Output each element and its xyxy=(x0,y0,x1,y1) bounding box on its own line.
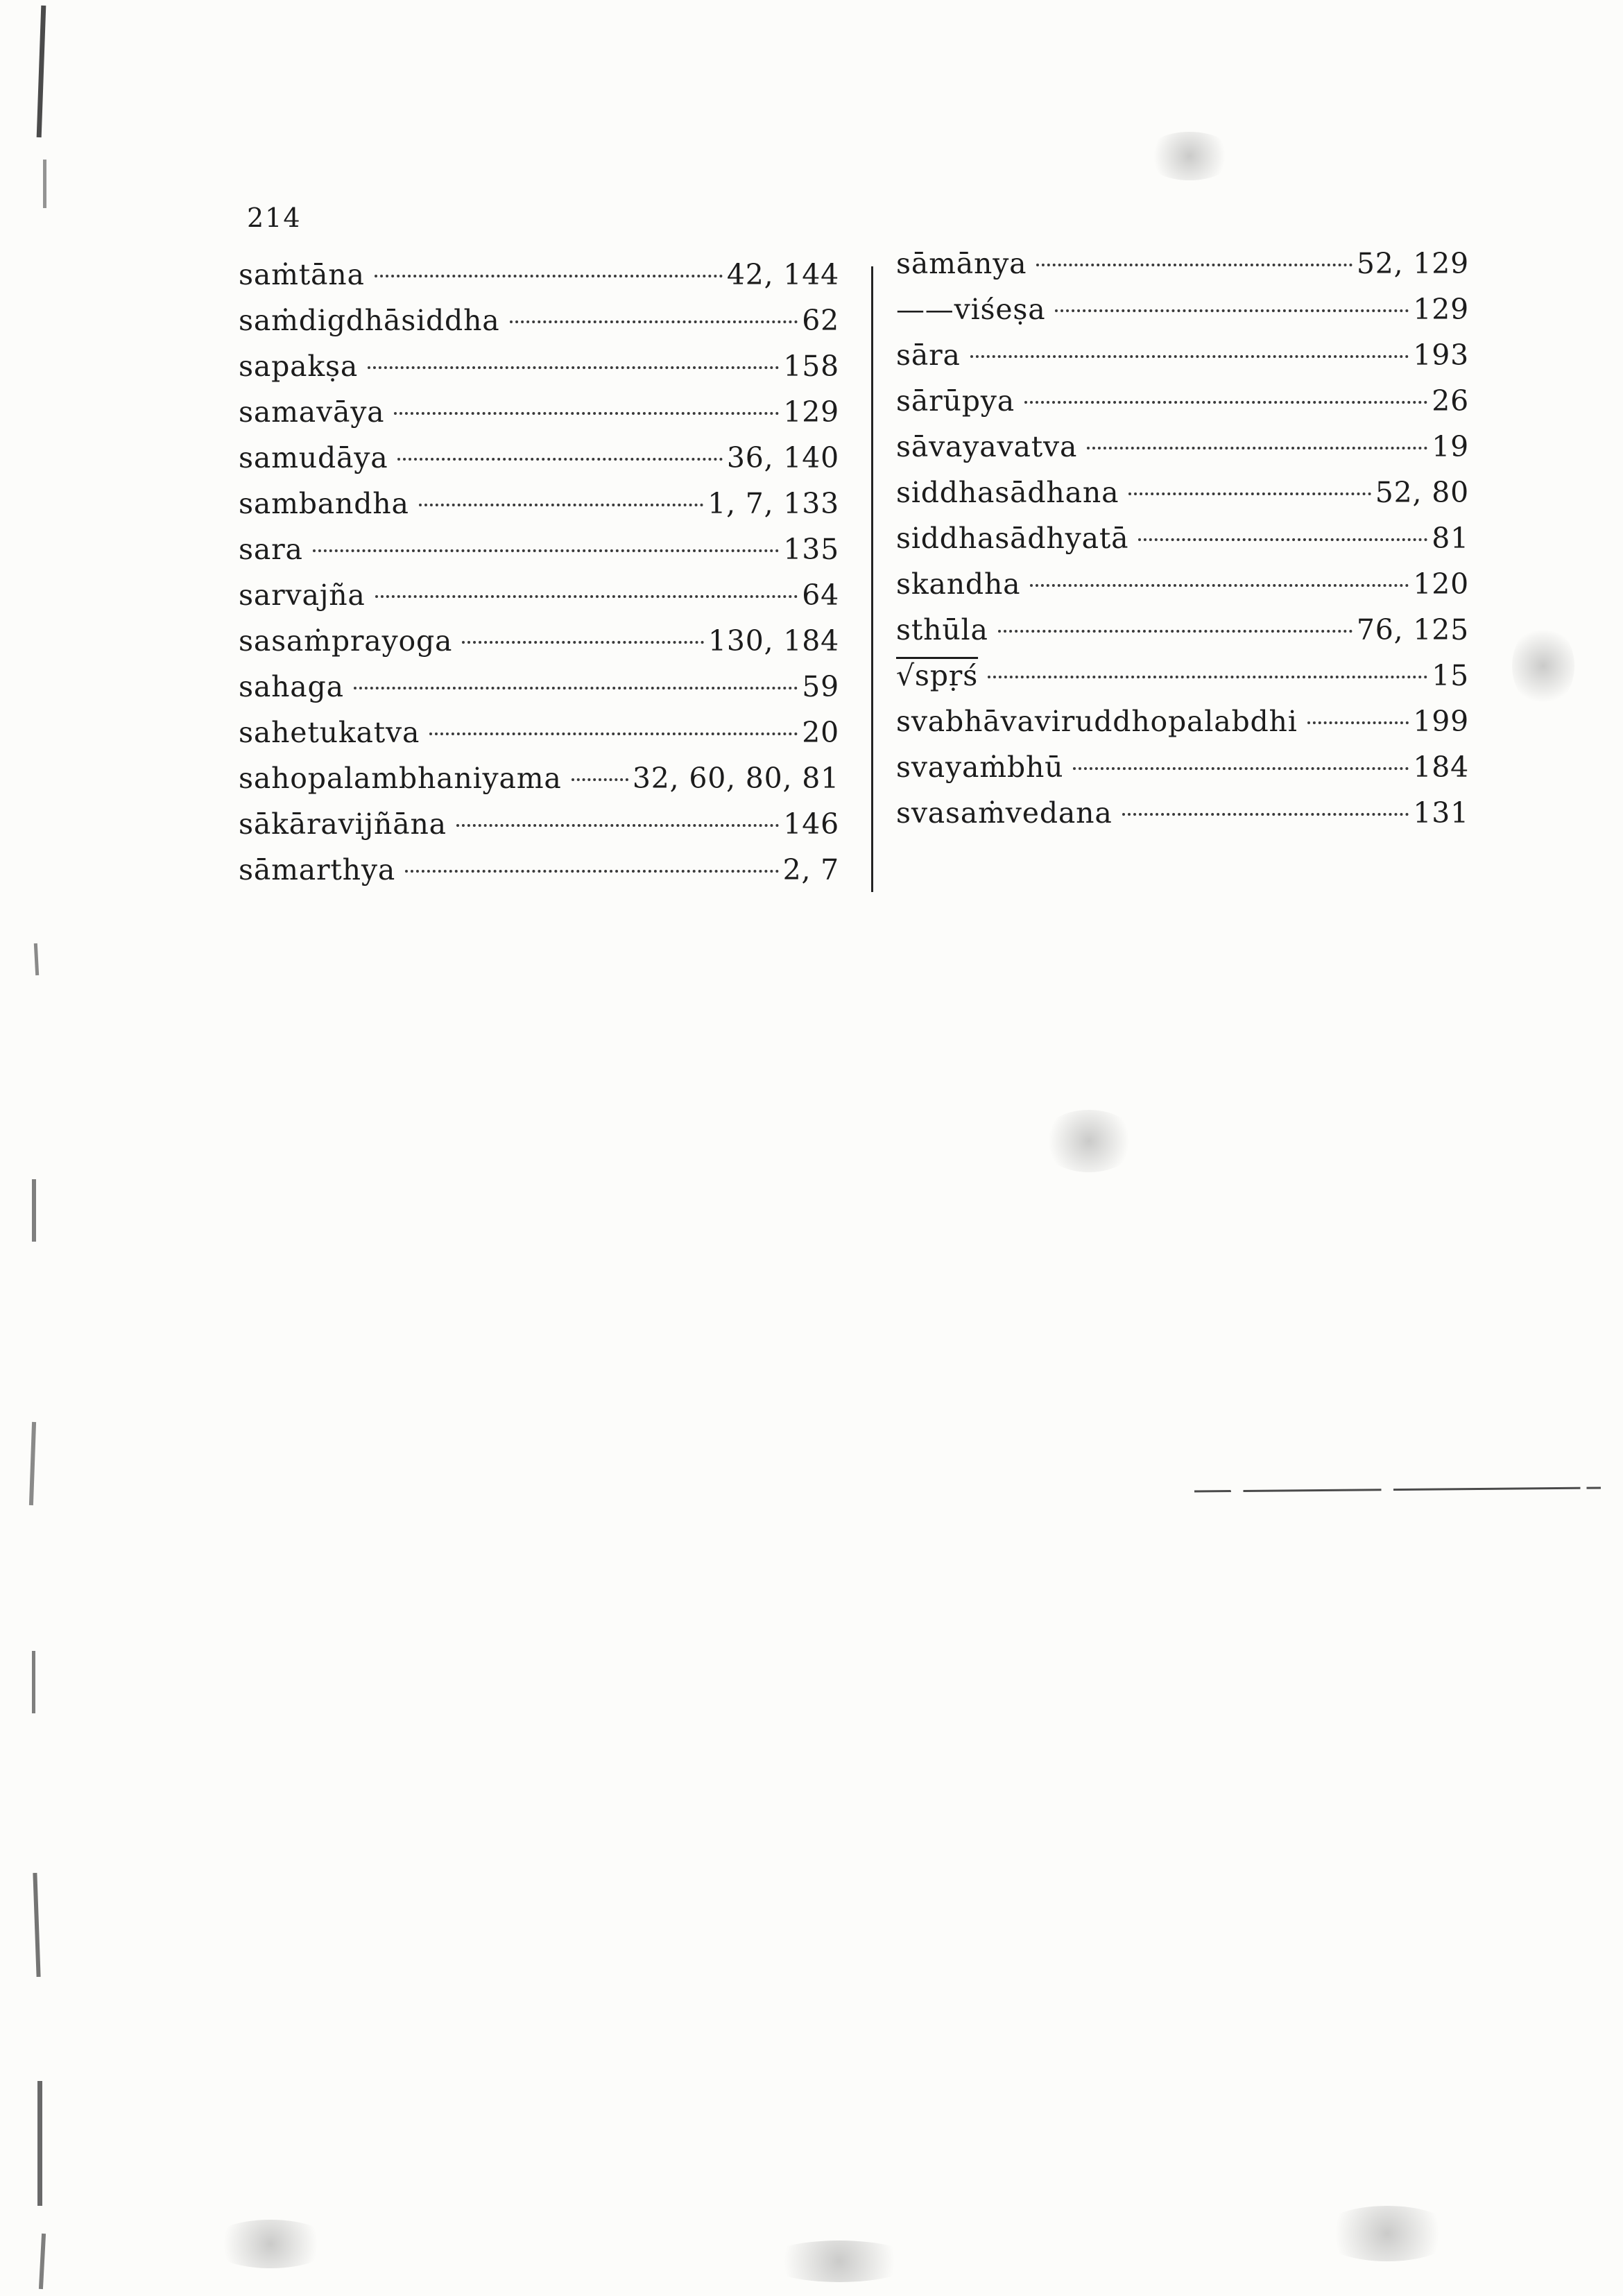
entry-term: saṁtāna xyxy=(239,258,365,291)
scan-noise-mark xyxy=(39,2234,46,2289)
dot-leader xyxy=(1138,538,1427,541)
index-entry xyxy=(896,567,1469,613)
dot-leader xyxy=(970,355,1409,358)
index-entry xyxy=(896,247,1469,293)
entry-term: skandha xyxy=(896,567,1021,601)
scan-speckle-blob xyxy=(763,2241,916,2282)
index-entry xyxy=(896,339,1469,384)
entry-pages: 2, 7 xyxy=(782,853,839,886)
index-entry xyxy=(896,430,1469,476)
index-entry xyxy=(896,796,1469,842)
entry-term: sāra xyxy=(896,339,961,372)
dot-leader xyxy=(397,458,722,461)
entry-term: sākāravijñāna xyxy=(239,807,447,841)
dot-leader xyxy=(429,733,798,735)
index-column-right xyxy=(896,247,1469,842)
entry-pages: 129 xyxy=(1413,293,1469,326)
index-entry xyxy=(239,624,839,670)
entry-pages: 42, 144 xyxy=(726,258,839,291)
index-entry xyxy=(896,476,1469,522)
entry-pages: 193 xyxy=(1413,339,1469,372)
dot-leader xyxy=(998,630,1352,633)
dot-leader xyxy=(456,824,779,827)
index-entry xyxy=(239,670,839,716)
entry-term: sasaṁprayoga xyxy=(239,624,453,658)
index-entry xyxy=(896,613,1469,659)
dot-leader xyxy=(988,676,1427,678)
entry-pages: 15 xyxy=(1432,659,1469,692)
entry-pages: 81 xyxy=(1432,522,1469,555)
dot-leader xyxy=(1128,492,1371,495)
entry-term: sahaga xyxy=(239,670,344,703)
entry-pages: 131 xyxy=(1413,796,1469,830)
entry-pages: 32, 60, 80, 81 xyxy=(632,762,839,795)
index-entry xyxy=(896,522,1469,567)
dot-leader xyxy=(419,504,703,506)
entry-pages: 26 xyxy=(1432,384,1469,418)
scan-noise-mark xyxy=(33,1873,40,1977)
entry-term: sahopalambhaniyama xyxy=(239,762,562,795)
index-entry xyxy=(896,293,1469,339)
index-column-left xyxy=(239,258,839,899)
entry-pages: 19 xyxy=(1432,430,1469,463)
entry-term: sahetukatva xyxy=(239,716,420,749)
entry-pages: 62 xyxy=(802,304,839,337)
scan-noise-mark xyxy=(34,943,39,975)
index-entry xyxy=(239,853,839,899)
scan-speckle-blob xyxy=(1144,132,1235,180)
dot-leader xyxy=(375,595,798,598)
stray-line-artifact xyxy=(1194,1487,1601,1492)
dot-leader xyxy=(1122,813,1409,816)
dot-leader xyxy=(375,275,723,277)
dot-leader xyxy=(354,687,798,689)
entry-term: samavāya xyxy=(239,395,385,429)
entry-term: svasaṁvedana xyxy=(896,796,1113,830)
entry-pages: 52, 129 xyxy=(1356,247,1469,280)
dot-leader xyxy=(1024,401,1427,404)
entry-pages: 76, 125 xyxy=(1356,613,1469,646)
entry-pages: 64 xyxy=(802,579,839,612)
dot-leader xyxy=(510,320,798,323)
entry-pages: 36, 140 xyxy=(726,441,839,474)
dot-leader xyxy=(1307,721,1409,724)
index-entry xyxy=(896,705,1469,751)
entry-term: svabhāvaviruddhopalabdhi xyxy=(896,705,1298,738)
entry-pages: 52, 80 xyxy=(1375,476,1469,509)
scan-noise-mark xyxy=(32,1179,36,1242)
index-entry xyxy=(239,350,839,395)
index-entry xyxy=(239,487,839,533)
entry-term: sara xyxy=(239,533,303,566)
dot-leader xyxy=(1073,767,1409,770)
entry-term: siddhasādhyatā xyxy=(896,522,1129,555)
index-entry xyxy=(896,751,1469,796)
index-entry xyxy=(239,807,839,853)
index-entry xyxy=(239,533,839,579)
dot-leader xyxy=(1030,584,1409,587)
entry-pages: 1, 7, 133 xyxy=(707,487,839,520)
scan-noise-mark xyxy=(32,1651,35,1713)
index-entry xyxy=(239,762,839,807)
dot-leader xyxy=(1036,264,1352,266)
dot-leader xyxy=(1055,309,1409,312)
entry-pages: 120 xyxy=(1413,567,1469,601)
column-divider-rule xyxy=(871,266,873,892)
entry-term: sarvajña xyxy=(239,579,366,612)
entry-pages: 184 xyxy=(1413,751,1469,784)
entry-pages: 129 xyxy=(783,395,839,429)
entry-pages: 146 xyxy=(783,807,839,841)
dot-leader xyxy=(313,549,780,552)
index-entry xyxy=(896,659,1469,705)
entry-pages: 130, 184 xyxy=(708,624,839,658)
entry-term: siddhasādhana xyxy=(896,476,1119,509)
index-entry xyxy=(239,395,839,441)
entry-term-dash-subentry: ——viśeṣa xyxy=(896,293,1046,326)
entry-term: sāvayavatva xyxy=(896,430,1078,463)
scan-noise-mark xyxy=(29,1422,36,1505)
index-entry xyxy=(239,304,839,350)
entry-pages: 158 xyxy=(783,350,839,383)
scan-speckle-blob xyxy=(208,2220,333,2268)
entry-term: samudāya xyxy=(239,441,388,474)
dot-leader xyxy=(572,778,628,781)
entry-term: sambandha xyxy=(239,487,409,520)
entry-term: sāmarthya xyxy=(239,853,396,886)
entry-term: sthūla xyxy=(896,613,988,646)
entry-pages: 199 xyxy=(1413,705,1469,738)
index-entry xyxy=(239,258,839,304)
entry-term-radical-sprs: √spṛś xyxy=(896,659,979,692)
scan-speckle-blob xyxy=(1318,2206,1457,2261)
entry-pages: 20 xyxy=(802,716,839,749)
scan-noise-mark xyxy=(37,6,46,137)
entry-term: sāmānya xyxy=(896,247,1027,280)
dot-leader xyxy=(394,412,779,415)
scan-noise-mark xyxy=(37,2081,42,2206)
entry-pages: 135 xyxy=(783,533,839,566)
entry-term: sapakṣa xyxy=(239,350,359,383)
index-entry xyxy=(896,384,1469,430)
scan-noise-mark xyxy=(43,160,46,208)
index-entry xyxy=(239,441,839,487)
dot-leader xyxy=(1087,447,1427,449)
page-number: 214 xyxy=(247,203,302,233)
scan-speckle-blob xyxy=(1512,624,1574,708)
entry-term: saṁdigdhāsiddha xyxy=(239,304,500,337)
entry-term: sārūpya xyxy=(896,384,1015,418)
dot-leader xyxy=(368,366,779,369)
dot-leader xyxy=(462,641,704,644)
entry-term: svayaṁbhū xyxy=(896,751,1064,784)
index-entry xyxy=(239,716,839,762)
entry-pages: 59 xyxy=(802,670,839,703)
index-entry xyxy=(239,579,839,624)
dot-leader xyxy=(405,870,778,873)
scan-speckle-blob xyxy=(1040,1110,1137,1172)
